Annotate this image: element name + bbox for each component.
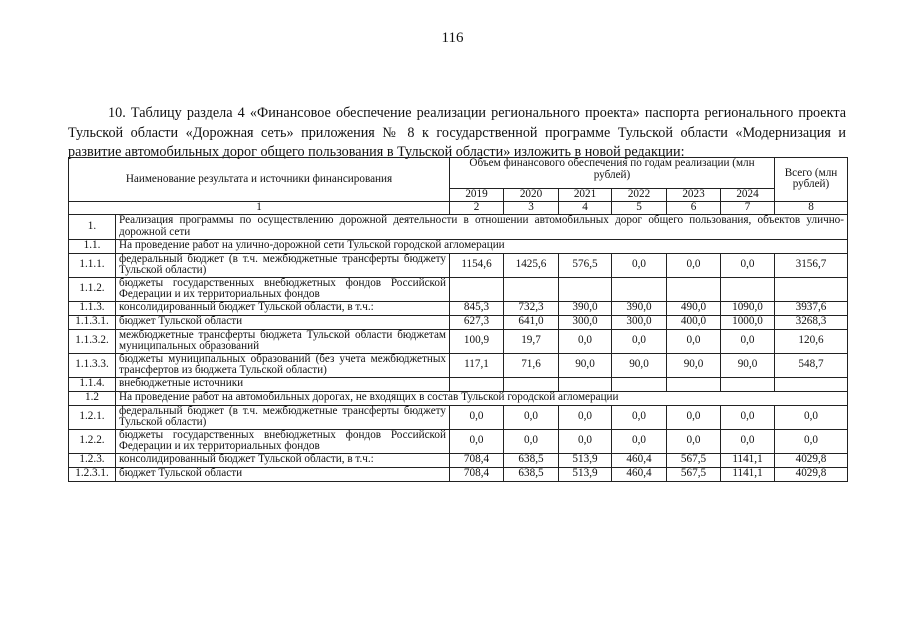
table-header-row — [69, 158, 848, 189]
column-number-row — [69, 201, 848, 214]
table-row — [69, 253, 848, 277]
year-value-cell: 0,0 — [612, 253, 667, 277]
row-code: 1.2 — [69, 391, 116, 405]
column-number-cell: 7 — [721, 201, 775, 214]
financing-table — [68, 157, 848, 482]
year-value-cell: 400,0 — [667, 315, 721, 329]
year-value-cell: 90,0 — [612, 353, 667, 377]
table-body-section-1-1 — [69, 214, 848, 391]
year-value-cell — [450, 277, 504, 301]
year-value-cell: 90,0 — [667, 353, 721, 377]
year-value-cell: 0,0 — [667, 253, 721, 277]
year-cell: 2024 — [721, 189, 775, 202]
year-value-cell: 0,0 — [612, 429, 667, 453]
total-value-cell — [775, 377, 848, 391]
total-value-cell: 3156,7 — [775, 253, 848, 277]
section-row — [69, 239, 848, 253]
year-value-cell: 117,1 — [450, 353, 504, 377]
table-row — [69, 301, 848, 315]
row-code: 1.1.4. — [69, 377, 116, 391]
total-value-cell: 0,0 — [775, 405, 848, 429]
year-value-cell — [612, 377, 667, 391]
year-value-cell: 71,6 — [504, 353, 559, 377]
table-row — [69, 329, 848, 353]
row-code: 1.1. — [69, 239, 116, 253]
header-name-cell: Наименование результата и источники финансирования — [69, 158, 450, 202]
row-code: 1.2.3.1. — [69, 467, 116, 481]
table-body-section-1-2 — [69, 391, 848, 481]
table-row — [69, 429, 848, 453]
year-value-cell — [667, 277, 721, 301]
year-cell: 2023 — [667, 189, 721, 202]
total-value-cell: 3937,6 — [775, 301, 848, 315]
table-row — [69, 405, 848, 429]
year-value-cell — [667, 377, 721, 391]
section-title: Реализация программы по осуществлению дорожной деятельности в отношении автомобильных дорог общего пользования, объектов улично-дорожной сети — [116, 214, 848, 239]
table-row — [69, 377, 848, 391]
column-number-cell: 3 — [504, 201, 559, 214]
year-value-cell: 567,5 — [667, 467, 721, 481]
total-value-cell — [775, 277, 848, 301]
year-value-cell: 732,3 — [504, 301, 559, 315]
row-name: федеральный бюджет (в т.ч. межбюджетные трансферты бюджету Тульской области) — [116, 253, 450, 277]
header-period-cell: Объем финансового обеспечения по годам реализации (млн рублей) — [450, 158, 775, 189]
year-value-cell — [450, 377, 504, 391]
row-code: 1.1.1. — [69, 253, 116, 277]
year-cell: 2019 — [450, 189, 504, 202]
year-value-cell: 0,0 — [721, 329, 775, 353]
year-value-cell: 0,0 — [450, 405, 504, 429]
row-name: бюджеты государственных внебюджетных фондов Российской Федерации и их территориальных фондов — [116, 429, 450, 453]
total-value-cell: 4029,8 — [775, 467, 848, 481]
row-name: внебюджетные источники — [116, 377, 450, 391]
year-value-cell: 0,0 — [612, 405, 667, 429]
column-number-cell: 6 — [667, 201, 721, 214]
year-value-cell: 0,0 — [721, 253, 775, 277]
year-value-cell: 627,3 — [450, 315, 504, 329]
year-value-cell: 513,9 — [559, 453, 612, 467]
year-cell: 2022 — [612, 189, 667, 202]
year-value-cell: 0,0 — [612, 329, 667, 353]
year-value-cell — [559, 277, 612, 301]
year-value-cell: 1425,6 — [504, 253, 559, 277]
year-value-cell — [721, 277, 775, 301]
year-value-cell: 638,5 — [504, 453, 559, 467]
year-value-cell: 1090,0 — [721, 301, 775, 315]
year-value-cell: 0,0 — [504, 405, 559, 429]
year-value-cell: 0,0 — [721, 405, 775, 429]
year-value-cell: 390,0 — [612, 301, 667, 315]
row-code: 1.1.3.3. — [69, 353, 116, 377]
year-value-cell: 0,0 — [559, 329, 612, 353]
year-value-cell — [612, 277, 667, 301]
year-value-cell: 0,0 — [667, 405, 721, 429]
year-value-cell: 638,5 — [504, 467, 559, 481]
year-value-cell: 0,0 — [450, 429, 504, 453]
year-value-cell: 513,9 — [559, 467, 612, 481]
total-value-cell: 3268,3 — [775, 315, 848, 329]
table-row — [69, 277, 848, 301]
year-value-cell: 641,0 — [504, 315, 559, 329]
year-value-cell: 0,0 — [721, 429, 775, 453]
row-name: бюджет Тульской области — [116, 467, 450, 481]
table-row — [69, 353, 848, 377]
year-value-cell: 1141,1 — [721, 467, 775, 481]
year-cell: 2021 — [559, 189, 612, 202]
column-number-cell: 5 — [612, 201, 667, 214]
page-number: 116 — [441, 30, 464, 46]
total-value-cell: 0,0 — [775, 429, 848, 453]
year-value-cell: 90,0 — [721, 353, 775, 377]
year-value-cell — [504, 377, 559, 391]
table-row — [69, 453, 848, 467]
year-value-cell: 490,0 — [667, 301, 721, 315]
row-code: 1.2.1. — [69, 405, 116, 429]
header-total-cell: Всего (млн рублей) — [775, 158, 848, 202]
section-row — [69, 214, 848, 239]
row-name: бюджет Тульской области — [116, 315, 450, 329]
year-value-cell: 19,7 — [504, 329, 559, 353]
column-number-cell: 1 — [69, 201, 450, 214]
year-value-cell: 567,5 — [667, 453, 721, 467]
table-row — [69, 467, 848, 481]
year-value-cell — [559, 377, 612, 391]
year-value-cell — [721, 377, 775, 391]
row-name: бюджеты муниципальных образований (без учета межбюджетных трансфертов из бюджета Тульской области) — [116, 353, 450, 377]
year-value-cell: 460,4 — [612, 467, 667, 481]
row-code: 1. — [69, 214, 116, 239]
year-value-cell: 300,0 — [612, 315, 667, 329]
row-name: межбюджетные трансферты бюджета Тульской области бюджетам муниципальных образований — [116, 329, 450, 353]
row-name: консолидированный бюджет Тульской области, в т.ч.: — [116, 453, 450, 467]
year-value-cell: 708,4 — [450, 467, 504, 481]
section-title: На проведение работ на улично-дорожной сети Тульской городской агломерации — [116, 239, 848, 253]
year-value-cell — [504, 277, 559, 301]
year-value-cell: 845,3 — [450, 301, 504, 315]
row-code: 1.1.3. — [69, 301, 116, 315]
intro-paragraph: 10. Таблицу раздела 4 «Финансовое обеспечение реализации регионального проекта» паспорта регионального проекта Тульской области «Дорожная сеть» приложения № 8 к государственной программе Тульской области «Модернизация и развитие автомобильных дорог общего пользования в Тульской области» изложить в новой редакции: — [68, 105, 846, 161]
row-code: 1.1.3.2. — [69, 329, 116, 353]
row-code: 1.1.3.1. — [69, 315, 116, 329]
column-number-cell: 8 — [775, 201, 848, 214]
total-value-cell: 548,7 — [775, 353, 848, 377]
row-name: консолидированный бюджет Тульской области, в т.ч.: — [116, 301, 450, 315]
section-title: На проведение работ на автомобильных дорогах, не входящих в состав Тульской городской агломерации — [116, 391, 848, 405]
year-value-cell: 90,0 — [559, 353, 612, 377]
year-value-cell: 1154,6 — [450, 253, 504, 277]
year-value-cell: 100,9 — [450, 329, 504, 353]
year-value-cell: 300,0 — [559, 315, 612, 329]
year-value-cell: 1000,0 — [721, 315, 775, 329]
row-code: 1.2.3. — [69, 453, 116, 467]
row-code: 1.2.2. — [69, 429, 116, 453]
year-value-cell: 390,0 — [559, 301, 612, 315]
column-number-cell: 2 — [450, 201, 504, 214]
year-cell: 2020 — [504, 189, 559, 202]
year-value-cell: 0,0 — [667, 429, 721, 453]
total-value-cell: 4029,8 — [775, 453, 848, 467]
row-name: бюджеты государственных внебюджетных фондов Российской Федерации и их территориальных фондов — [116, 277, 450, 301]
table-row — [69, 315, 848, 329]
year-value-cell: 0,0 — [667, 329, 721, 353]
year-value-cell: 0,0 — [559, 429, 612, 453]
column-number-cell: 4 — [559, 201, 612, 214]
total-value-cell: 120,6 — [775, 329, 848, 353]
section-row — [69, 391, 848, 405]
year-value-cell: 708,4 — [450, 453, 504, 467]
year-value-cell: 0,0 — [504, 429, 559, 453]
year-value-cell: 0,0 — [559, 405, 612, 429]
row-code: 1.1.2. — [69, 277, 116, 301]
row-name: федеральный бюджет (в т.ч. межбюджетные трансферты бюджету Тульской области) — [116, 405, 450, 429]
year-value-cell: 460,4 — [612, 453, 667, 467]
year-value-cell: 1141,1 — [721, 453, 775, 467]
year-value-cell: 576,5 — [559, 253, 612, 277]
